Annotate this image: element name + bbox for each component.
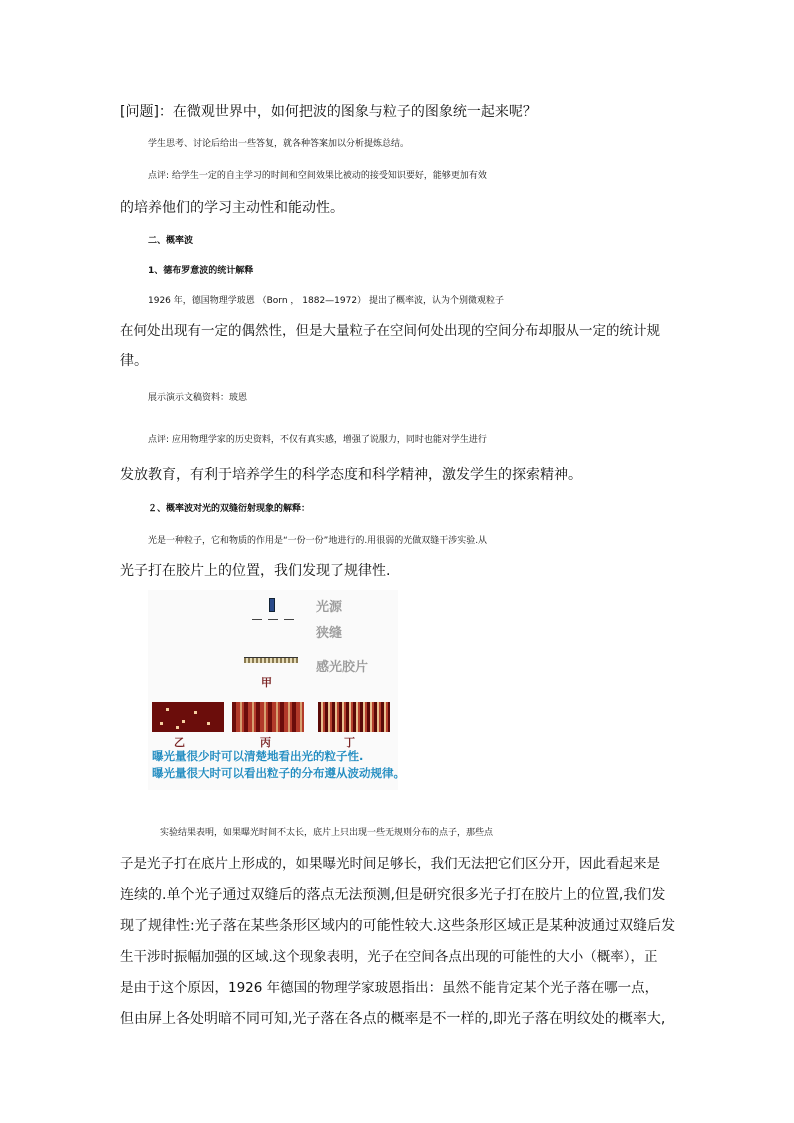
presentation-note: 展示演示文稿资料：玻恩 bbox=[148, 393, 248, 403]
label-yi: 乙 bbox=[174, 736, 185, 749]
result-line-3: 连续的.单个光子通过双缝后的落点无法预测,但是研究很多光子打在胶片上的位置,我们发 bbox=[120, 887, 666, 903]
label-film: 感光胶片 bbox=[316, 660, 369, 675]
light-source-icon bbox=[269, 598, 275, 612]
result-line-2: 子是光子打在底片上形成的，如果曝光时间足够长，我们无法把它们区分开，因此看起来是 bbox=[120, 856, 660, 872]
result-line-5: 生干涉时振幅加强的区域.这个现象表明，光子在空间各点出现的可能性的大小（概率），正 bbox=[120, 949, 658, 965]
result-line-6: 是由于这个原因，1926 年德国的物理学家玻恩指出：虽然不能肯定某个光子落在哪一点， bbox=[120, 980, 659, 996]
result-line-4: 现了规律性:光子落在某些条形区域内的可能性较大.这些条形区域正是某种波通过双缝后发 bbox=[120, 918, 676, 934]
light-paragraph-line-2: 光子打在胶片上的位置，我们发现了规律性. bbox=[120, 563, 391, 579]
label-jia: 甲 bbox=[261, 676, 272, 689]
slit-segment bbox=[284, 619, 294, 620]
section-heading-probability-wave: 二、概率波 bbox=[148, 236, 194, 246]
slit-segment bbox=[252, 619, 262, 620]
exposure-panel-bing bbox=[232, 702, 304, 732]
exposure-panel-ding bbox=[318, 702, 390, 732]
subheading-statistical-interpretation: 1、德布罗意波的统计解释 bbox=[148, 266, 254, 276]
label-slit: 狭缝 bbox=[316, 626, 343, 641]
subheading-double-slit: ２、概率波对光的双缝衍射现象的解释： bbox=[148, 504, 311, 514]
comment2-line-2: 发放教育，有利于培养学生的科学态度和科学精神，激发学生的探索精神。 bbox=[120, 467, 582, 483]
light-paragraph-line-1: 光是一种粒子，它和物质的作用是“一份一份”地进行的.用很弱的光做双缝干涉实验.从 bbox=[148, 536, 488, 546]
question-paragraph: [问题]：在微观世界中，如何把波的图象与粒子的图象统一起来呢？ bbox=[120, 104, 537, 120]
born-paragraph-line-1: 1926 年，德国物理学玻恩 （Born ， 1882—1972） 提出了概率波，认为个别微观粒子 bbox=[148, 296, 504, 306]
label-light-source: 光源 bbox=[316, 600, 343, 615]
result-line-7: 但由屏上各处明暗不同可知,光子落在各点的概率是不一样的,即光子落在明纹处的概率大, bbox=[120, 1011, 666, 1027]
result-line-1: 实验结果表明，如果曝光时间不太长，底片上只出现一些无规则分布的点子，那些点 bbox=[160, 828, 494, 838]
figure-caption-1: 曝光量很少时可以清楚地看出光的粒子性. bbox=[152, 749, 364, 763]
figure-caption-2: 曝光量很大时可以看出粒子的分布遵从波动规律。 bbox=[152, 766, 405, 780]
exposure-panel-yi bbox=[152, 702, 224, 732]
comment2-line-1: 点评: 应用物理学家的历史资料，不仅有真实感，增强了说服力，同时也能对学生进行 bbox=[148, 435, 487, 445]
label-bing: 丙 bbox=[260, 736, 271, 749]
slit-segment bbox=[268, 619, 278, 620]
label-ding: 丁 bbox=[344, 736, 355, 749]
film-icon bbox=[244, 657, 298, 663]
discussion-paragraph: 学生思考、讨论后给出一些答复，就各种答案加以分析提炼总结。 bbox=[148, 139, 410, 149]
comment-line-1: 点评: 给学生一定的自主学习的时间和空间效果比被动的接受知识要好，能够更加有效 bbox=[148, 171, 487, 181]
born-paragraph-line-2: 在何处出现有一定的偶然性，但是大量粒子在空间何处出现的空间分布却服从一定的统计规 bbox=[120, 323, 660, 339]
comment-line-2: 的培养他们的学习主动性和能动性。 bbox=[120, 200, 344, 216]
double-slit-figure bbox=[148, 590, 405, 790]
born-paragraph-line-3: 律。 bbox=[120, 353, 148, 369]
